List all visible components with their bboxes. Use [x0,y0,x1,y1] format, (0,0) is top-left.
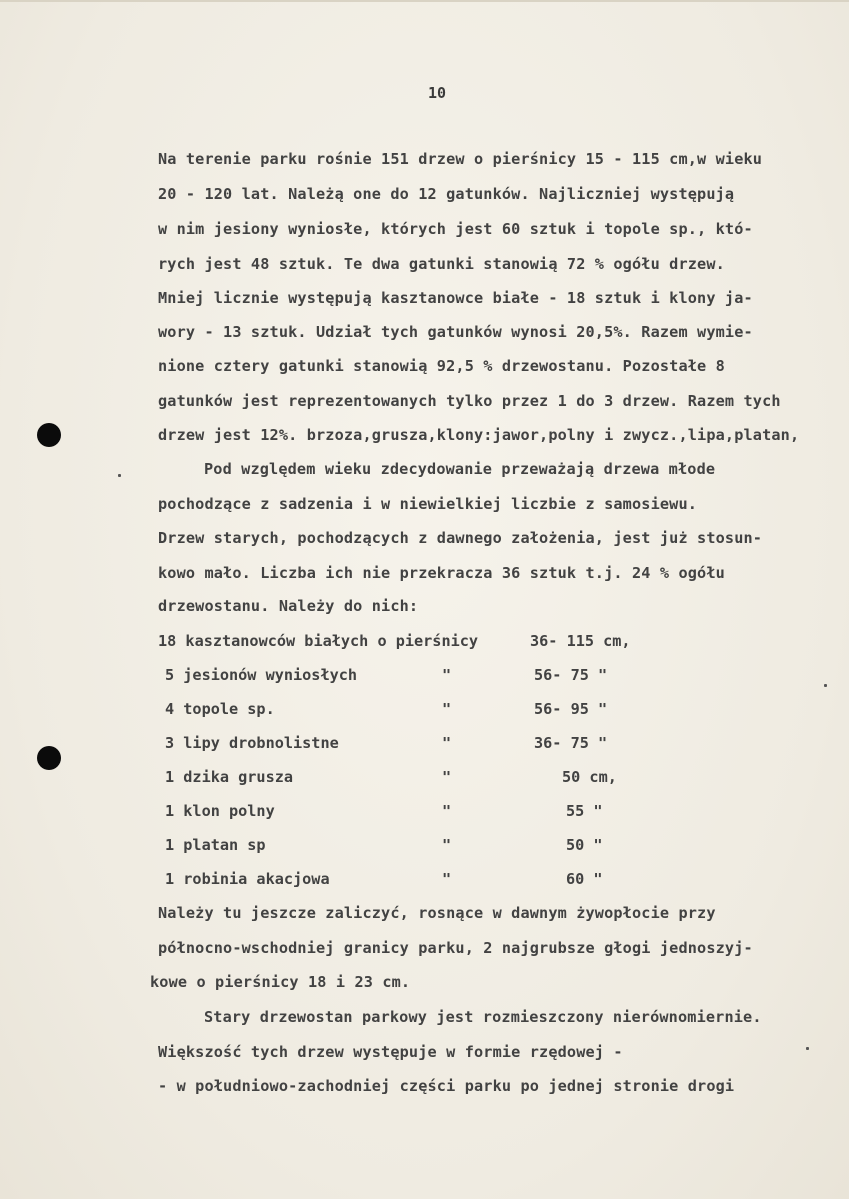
tree-list-ditto: " [442,870,452,888]
text-line: Mniej licznie występują kasztanowce białe - 18 sztuk i klony ja- [158,289,753,307]
punch-hole-top [37,423,61,447]
paper-speck [118,474,121,477]
text-line: nione cztery gatunki stanowią 92,5 % drzewostanu. Pozostałe 8 [158,357,725,375]
text-line-indented: Stary drzewostan parkowy jest rozmieszczony nierównomiernie. [204,1008,762,1026]
tree-list-range: 50 " [566,836,603,854]
text-line: gatunków jest reprezentowanych tylko przez 1 do 3 drzew. Razem tych [158,392,781,410]
tree-list-ditto: " [442,734,452,752]
text-line: drzewostanu. Należy do nich: [158,597,419,615]
tree-list-ditto: " [442,700,452,718]
page-edge [0,0,849,2]
tree-list-range: 60 " [566,870,603,888]
tree-list-name: 18 kasztanowców białych o pierśnicy [158,632,479,650]
page-number: 10 [428,84,447,102]
text-line: - w południowo-zachodniej części parku po jednej stronie drogi [158,1077,735,1095]
text-line: rych jest 48 sztuk. Te dwa gatunki stanowią 72 % ogółu drzew. [158,255,725,273]
text-line: kowo mało. Liczba ich nie przekracza 36 sztuk t.j. 24 % ogółu [158,564,725,582]
tree-list-name: 1 dzika grusza [165,768,294,786]
text-line: w nim jesiony wyniosłe, których jest 60 sztuk i topole sp., któ- [158,220,753,238]
tree-list-range: 50 cm, [562,768,617,786]
punch-hole-bottom [37,746,61,770]
text-line: pochodzące z sadzenia i w niewielkiej liczbie z samosiewu. [158,495,698,513]
tree-list-name: 5 jesionów wyniosłych [165,666,358,684]
tree-list-ditto: " [442,768,452,786]
text-line: Na terenie parku rośnie 151 drzew o pierśnicy 15 - 115 cm,w wieku [158,150,763,168]
tree-list-ditto: " [442,802,452,820]
text-line: wory - 13 sztuk. Udział tych gatunków wynosi 20,5%. Razem wymie- [158,323,753,341]
tree-list-name: 1 klon polny [165,802,275,820]
tree-list-name: 1 robinia akacjowa [165,870,330,888]
tree-list-range: 56- 95 " [534,700,608,718]
text-line: północno-wschodniej granicy parku, 2 najgrubsze głogi jednoszyj- [158,939,753,957]
text-line: drzew jest 12%. brzoza,grusza,klony:jawor,polny i zwycz.,lipa,platan, [158,426,800,444]
text-line-indented: Pod względem wieku zdecydowanie przeważają drzewa młode [204,460,716,478]
tree-list-range: 36- 115 cm, [530,632,631,650]
text-line: 20 - 120 lat. Należą one do 12 gatunków. Najliczniej występują [158,185,735,203]
tree-list-range: 56- 75 " [534,666,608,684]
tree-list-ditto: " [442,836,452,854]
tree-list-name: 4 topole sp. [165,700,275,718]
tree-list-name: 3 lipy drobnolistne [165,734,339,752]
text-line: Należy tu jeszcze zaliczyć, rosnące w dawnym żywopłocie przy [158,904,716,922]
tree-list-range: 36- 75 " [534,734,608,752]
tree-list-range: 55 " [566,802,603,820]
text-line: kowe o pierśnicy 18 i 23 cm. [150,973,411,991]
tree-list-ditto: " [442,666,452,684]
text-line: Drzew starych, pochodzących z dawnego założenia, jest już stosun- [158,529,763,547]
paper-speck [824,684,827,687]
tree-list-name: 1 platan sp [165,836,266,854]
text-line: Większość tych drzew występuje w formie rzędowej - [158,1043,623,1061]
